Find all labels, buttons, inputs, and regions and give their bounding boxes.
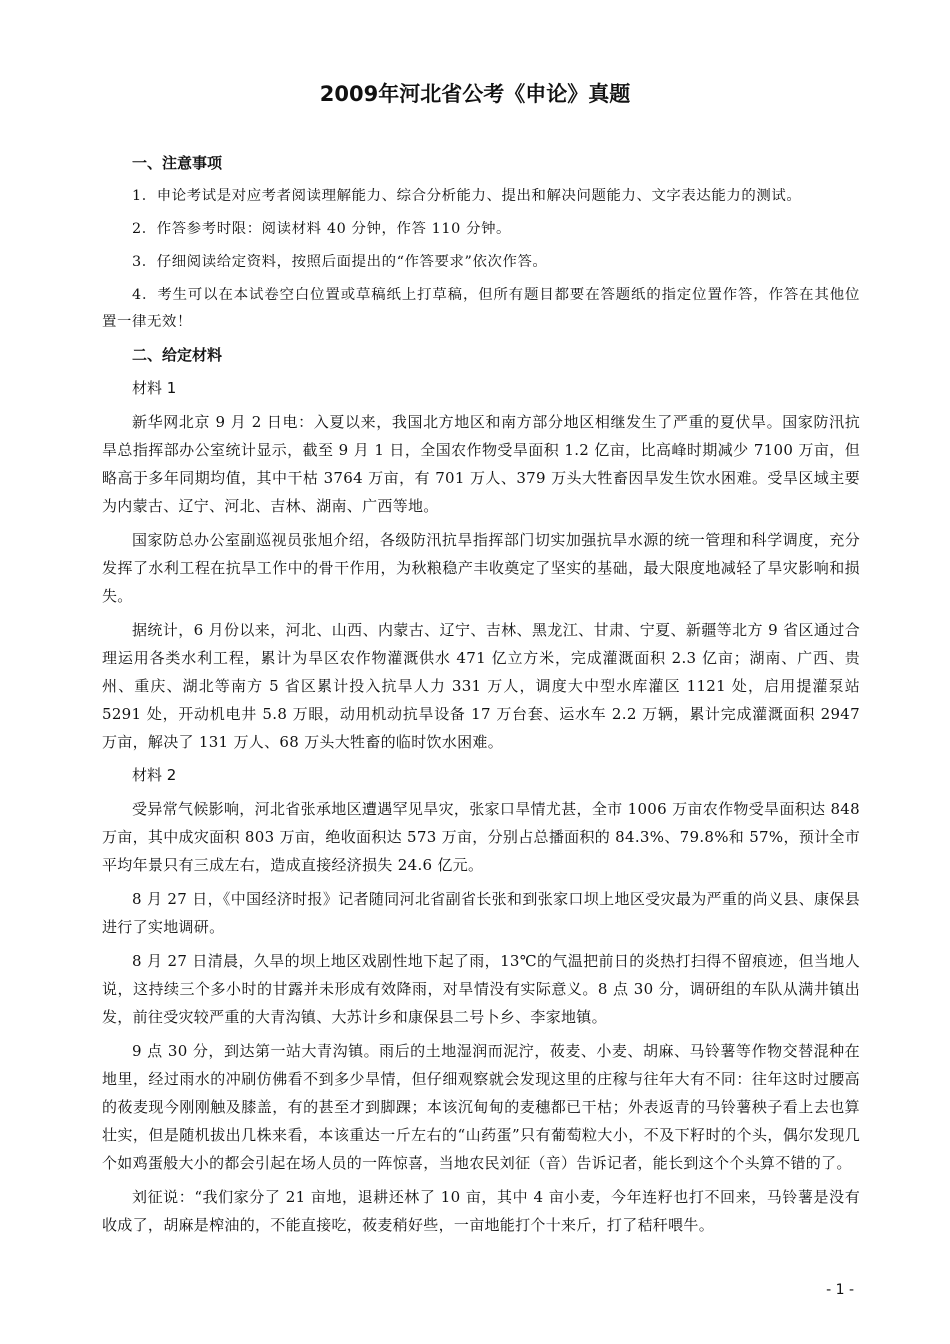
notice-item-3: 3．仔细阅读给定资料，按照后面提出的“作答要求”依次作答。 — [132, 254, 548, 270]
material-2-paragraph-4: 9 点 30 分，到达第一站大青沟镇。雨后的土地湿润而泥泞，莜麦、小麦、胡麻、马铃薯等作物交替混种在地里，经过雨水的冲刷仿佛看不到多少旱情，但仔细观察就会发现这里的庄稼与往年大有不同：往年这时过腰高的莜麦现今刚刚触及膝盖，有的甚至才到脚踝；本该沉甸甸的麦穗都已干枯；外表返青的马铃薯秧子看上去也算壮实，但是随机拔出几株来看，本该重达一斤左右的“山药蛋”只有葡萄粒大小，不及下籽时的个头，偶尔发现几个如鸡蛋般大小的都会引起在场人员的一阵惊喜，当地农民刘征（音）告诉记者，能长到这个个头算不错的了。 — [102, 1042, 860, 1172]
document-body — [102, 150, 860, 1245]
material-2-paragraph-5: 刘征说：“我们家分了 21 亩地，退耕还林了 10 亩，其中 4 亩小麦，今年连籽也打不回来，马铃薯是没有收成了，胡麻是榨油的，不能直接吃，莜麦稍好些，一亩地能打个十来斤，打了秸秆喂牛。 — [102, 1188, 860, 1234]
notice-item-4: 4．考生可以在本试卷空白位置或草稿纸上打草稿，但所有题目都要在答题纸的指定位置作答，作答在其他位置一律无效！ — [102, 287, 860, 330]
page-title: 2009年河北省公考《申论》真题 — [319, 82, 631, 106]
section-heading-materials: 二、给定材料 — [132, 346, 223, 364]
material-1-paragraph-3: 据统计，6 月份以来，河北、山西、内蒙古、辽宁、吉林、黑龙江、甘肃、宁夏、新疆等北方 9 省区通过合理运用各类水利工程，累计为旱区农作物灌溉供水 471 亿立方米，完成灌溉面积 2.3 亿亩；湖南、广西、贵州、重庆、湖北等南方 5 省区累计投入抗旱人力 331 万人，调度大中型水库灌区 1121 处，启用提灌泵站 5291 处，开动机电井 5.8 万眼，动用机动抗旱设备 17 万台套、运水车 2.2 万辆，累计完成灌溉面积 2947 万亩，解决了 131 万人、68 万头大牲畜的临时饮水困难。 — [102, 621, 860, 751]
material-2-label: 材料 2 — [132, 766, 177, 784]
notice-item-2: 2．作答参考时限：阅读材料 40 分钟，作答 110 分钟。 — [132, 221, 512, 237]
material-1-label: 材料 1 — [132, 379, 177, 397]
material-2-paragraph-2: 8 月 27 日，《中国经济时报》记者随同河北省副省长张和到张家口坝上地区受灾最为严重的尚义县、康保县进行了实地调研。 — [102, 890, 860, 936]
material-1-paragraph-1: 新华网北京 9 月 2 日电：入夏以来，我国北方地区和南方部分地区相继发生了严重的夏伏旱。国家防汛抗旱总指挥部办公室统计显示，截至 9 月 1 日，全国农作物受旱面积 1.2 亿亩，比高峰时期减少 7100 万亩，但略高于多年同期均值，其中干枯 3764 万亩，有 701 万人、379 万头大牲畜因旱发生饮水困难。受旱区域主要为内蒙古、辽宁、河北、吉林、湖南、广西等地。 — [102, 413, 860, 515]
material-2-paragraph-1: 受异常气候影响，河北省张承地区遭遇罕见旱灾，张家口旱情尤甚，全市 1006 万亩农作物受旱面积达 848 万亩，其中成灾面积 803 万亩，绝收面积达 573 万亩，分别占总播面积的 84.3%、79.8%和 57%，预计全市平均年景只有三成左右，造成直接经济损失 24.6 亿元。 — [102, 800, 860, 874]
section-heading-notice: 一、注意事项 — [132, 154, 223, 172]
material-1-paragraph-2: 国家防总办公室副巡视员张旭介绍，各级防汛抗旱指挥部门切实加强抗旱水源的统一管理和科学调度，充分发挥了水利工程在抗旱工作中的骨干作用，为秋粮稳产丰收奠定了坚实的基础，最大限度地减轻了旱灾影响和损失。 — [102, 531, 860, 605]
material-2-paragraph-3: 8 月 27 日清晨，久旱的坝上地区戏剧性地下起了雨，13℃的气温把前日的炎热打扫得不留痕迹，但当地人说，这持续三个多小时的甘露并未形成有效降雨，对旱情没有实际意义。8 点 30 分，调研组的车队从满井镇出发，前往受灾较严重的大青沟镇、大苏计乡和康保县二号卜乡、李家地镇。 — [102, 952, 860, 1026]
notice-item-1: 1．申论考试是对应考者阅读理解能力、综合分析能力、提出和解决问题能力、文字表达能力的测试。 — [132, 188, 802, 204]
page-number: - 1 - — [826, 1282, 854, 1298]
